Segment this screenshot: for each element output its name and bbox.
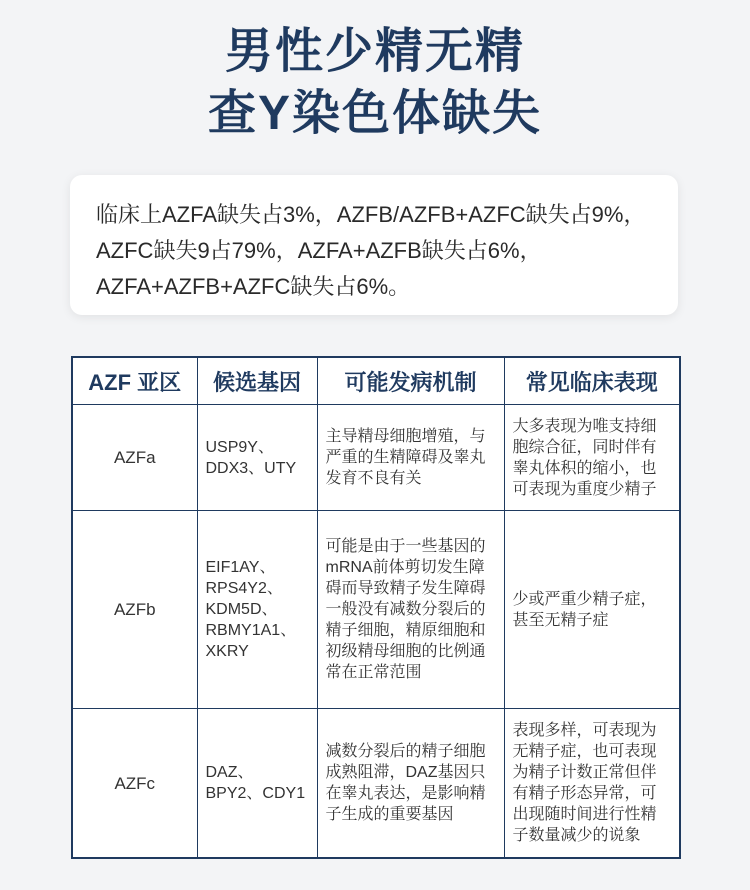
table-header-row	[72, 357, 680, 405]
page-title-line1: 男性少精无精	[224, 25, 525, 78]
header-mechanism: 可能发病机制	[317, 357, 504, 405]
cell-clinical: 大多表现为唯支持细胞综合征，同时伴有睾丸体积的缩小，也可表现为重度少精子	[504, 405, 680, 511]
cell-genes: DAZ、BPY2、CDY1	[197, 709, 317, 859]
header-candidate-genes: 候选基因	[197, 357, 317, 405]
header-clinical: 常见临床表现	[504, 357, 680, 405]
cell-region: AZFc	[72, 709, 197, 859]
table-row	[72, 709, 680, 859]
cell-genes: USP9Y、DDX3、UTY	[197, 405, 317, 511]
cell-region: AZFa	[72, 405, 197, 511]
azf-table	[71, 356, 681, 859]
summary-card	[70, 175, 678, 315]
summary-text: 临床上AZFA缺失占3%，AZFB/AZFB+AZFC缺失占9%，AZFC缺失9占79%，AZFA+AZFB缺失占6%，AZFA+AZFB+AZFC缺失占6%。	[96, 202, 646, 299]
cell-mechanism: 主导精母细胞增殖，与严重的生精障碍及睾丸发育不良有关	[317, 405, 504, 511]
page-title-line2: 查Y染色体缺失	[207, 87, 543, 140]
header-azf-region: AZF 亚区	[72, 357, 197, 405]
cell-region: AZFb	[72, 511, 197, 709]
cell-genes: EIF1AY、RPS4Y2、KDM5D、RBMY1A1、XKRY	[197, 511, 317, 709]
cell-mechanism: 减数分裂后的精子细胞成熟阻滞，DAZ基因只在睾丸表达，是影响精子生成的重要基因	[317, 709, 504, 859]
cell-clinical: 少或严重少精子症，甚至无精子症	[504, 511, 680, 709]
table-row	[72, 405, 680, 511]
azf-table-container	[71, 356, 679, 859]
table-row	[72, 511, 680, 709]
cell-mechanism: 可能是由于一些基因的mRNA前体剪切发生障碍而导致精子发生障碍一般没有减数分裂后的精子细胞，精原细胞和初级精母细胞的比例通常在正常范围	[317, 511, 504, 709]
cell-clinical: 表现多样，可表现为无精子症，也可表现为精子计数正常但伴有精子形态异常，可出现随时间进行性精子数量减少的说象	[504, 709, 680, 859]
